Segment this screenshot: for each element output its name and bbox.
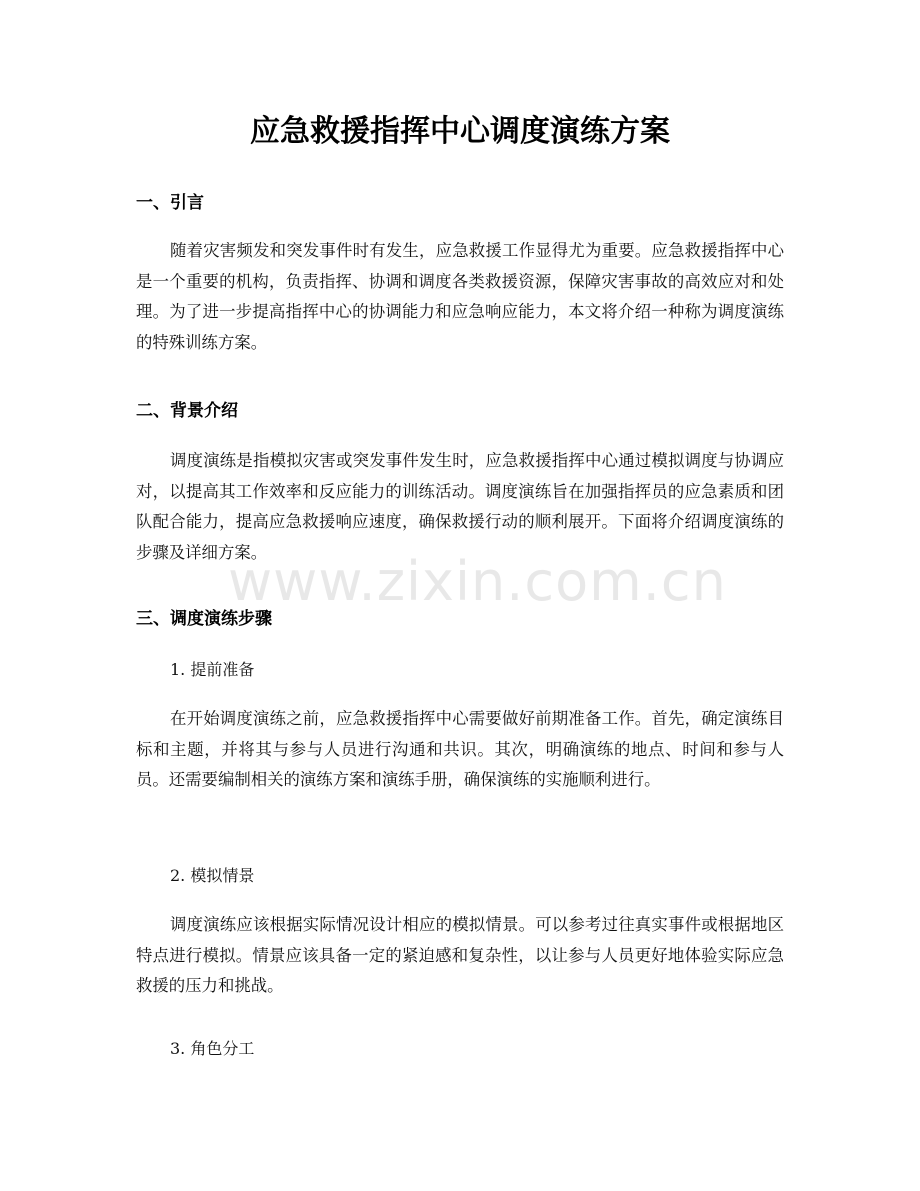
watermark: www.zixin.com.cn bbox=[228, 550, 727, 613]
section-paragraph-background: 调度演练是指模拟灾害或突发事件发生时，应急救援指挥中心通过模拟调度与协调应对，以提高其工作效率和反应能力的训练活动。调度演练旨在加强指挥员的应急素质和团队配合能力，提高应急救援响应速度，确保救援行动的顺利展开。下面将介绍调度演练的步骤及详细方案。 bbox=[136, 451, 784, 562]
step-label-scenario: 2. 模拟情景 bbox=[170, 866, 255, 885]
step-label-roles: 3. 角色分工 bbox=[170, 1039, 255, 1058]
section-heading-steps: 三、调度演练步骤 bbox=[136, 609, 272, 629]
section-heading-intro: 一、引言 bbox=[136, 193, 204, 213]
step-label-prepare: 1. 提前准备 bbox=[170, 660, 255, 679]
document-title: 应急救援指挥中心调度演练方案 bbox=[250, 114, 670, 149]
section-paragraph-intro: 随着灾害频发和突发事件时有发生，应急救援工作显得尤为重要。应急救援指挥中心是一个重要的机构，负责指挥、协调和调度各类救援资源，保障灾害事故的高效应对和处理。为了进一步提高指挥中心的协调能力和应急响应能力，本文将介绍一种称为调度演练的特殊训练方案。 bbox=[136, 241, 784, 352]
step-paragraph-scenario: 调度演练应该根据实际情况设计相应的模拟情景。可以参考过往真实事件或根据地区特点进行模拟。情景应该具备一定的紧迫感和复杂性，以让参与人员更好地体验实际应急救援的压力和挑战。 bbox=[136, 915, 784, 995]
step-paragraph-prepare: 在开始调度演练之前，应急救援指挥中心需要做好前期准备工作。首先，确定演练目标和主题，并将其与参与人员进行沟通和共识。其次，明确演练的地点、时间和参与人员。还需要编制相关的演练方案和演练手册，确保演练的实施顺利进行。 bbox=[136, 709, 784, 789]
section-heading-background: 二、背景介绍 bbox=[136, 401, 238, 421]
